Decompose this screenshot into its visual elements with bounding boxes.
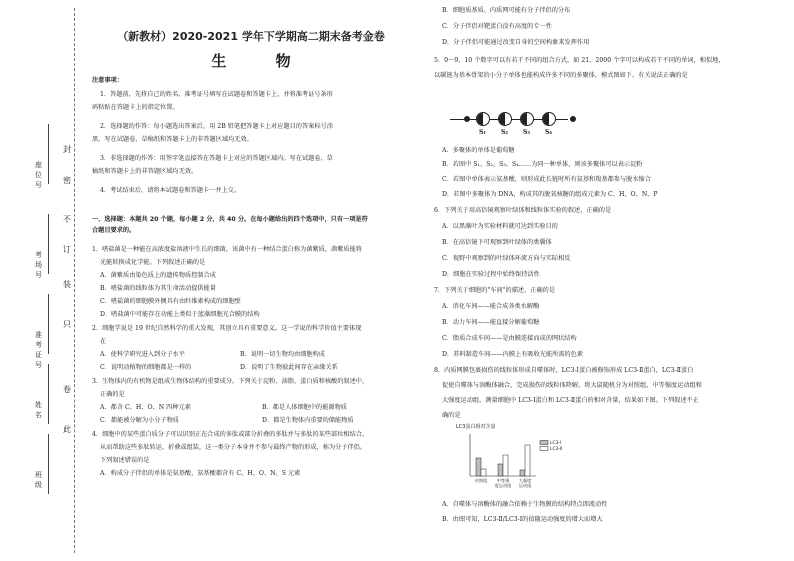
seal-char: 封 xyxy=(63,145,71,154)
seal-char: 订 xyxy=(63,245,71,254)
notice-item: 码粘贴在答题卡上的指定位置。 xyxy=(92,104,179,111)
exam-title: （新教材）2020-2021 学年下学期高二期末备考金卷 xyxy=(117,30,385,43)
seal-char: 不 xyxy=(63,215,71,224)
margin-label: 考场号 xyxy=(35,251,42,279)
question-line: A．构成分子伴侣的单体是氨基酸，氨基酸都含有 C、H、O、N、S 元素 xyxy=(100,470,301,477)
question-line: D．细胞在实验过程中始终保持活性 xyxy=(442,271,540,278)
question-line: A．多聚体的单体是葡萄糖 xyxy=(442,147,515,154)
polymer-diagram xyxy=(450,104,650,142)
question-line: B．在高倍镜下可观察到叶绿体的类囊体 xyxy=(442,239,552,246)
question-line: B．若图中 S₁、S₂、S₃、S₄……为同一种单体，则该多聚体可以表示淀粉 xyxy=(442,161,643,168)
question-line: A．菌紫质由染色质上的遗传物质控制合成 xyxy=(100,272,216,279)
bar-lc3-ii xyxy=(503,455,508,476)
legend-swatch xyxy=(540,447,548,451)
legend-label: LC3-Ⅱ xyxy=(550,447,563,452)
option-line: B．由图可知，LC3-Ⅱ/LC3-Ⅰ的值随运动强度的增大而增大 xyxy=(442,516,603,523)
question-line: D．都是生物体内重要的储能物质 xyxy=(262,417,354,424)
monomer-circle xyxy=(498,112,512,126)
notice-item: 2．选择题的作答：每小题选出答案后，用 2B 铅笔把答题卡上对应题目的答案标号涂 xyxy=(100,123,333,130)
monomer-label: S₄ xyxy=(545,129,552,136)
question-line: A．消化车间——能合成各类水解酶 xyxy=(442,303,540,310)
chain-end-dot xyxy=(464,116,470,122)
chain-end-dot xyxy=(570,116,576,122)
monomer-label: S₁ xyxy=(479,129,486,136)
question-line: A．以黑藻叶为实验材料就可达到实验目的 xyxy=(442,223,558,230)
margin-label: 座位号 xyxy=(35,161,42,189)
question-line: 下列叙述错误的是 xyxy=(100,457,150,464)
x-tick-label: 中等强 xyxy=(496,478,510,483)
question-line: A．都含 C、H、O、N 四种元素 xyxy=(100,404,191,411)
question-line: C．说明动植物的细胞都是一样的 xyxy=(100,364,192,371)
monomer-circle xyxy=(476,112,490,126)
question-line: B．嗜盐菌的线粒体为其生命活动提供能量 xyxy=(100,285,216,292)
seal-char: 此 xyxy=(63,425,71,434)
question-line: C．脂质合成车间——是由膜连接而成的网状结构 xyxy=(442,335,577,342)
question-line: B．细胞质基质、内质网可能有分子伴侣的分布 xyxy=(442,7,571,14)
fill-in-line xyxy=(48,434,49,494)
question-line: 6．下列关于用高倍镜观察叶绿体和线粒体实验的叙述，正确的是 xyxy=(434,207,612,214)
question-line: C．视野中观察到的叶绿体环流方向与实际相反 xyxy=(442,255,571,262)
question-line: 大强度运动组，测量细胞中 LC3-Ⅰ蛋白和 LC3-Ⅱ蛋白的相对含量，结果如下图。下列叙述不正 xyxy=(442,397,699,404)
margin-label: 姓名 xyxy=(35,401,42,419)
question-line: 在 xyxy=(100,338,107,345)
notice-item: 3．非选择题的作答：用签字笔直接答在答题卡上对应的答题区域内。写在试题卷、草 xyxy=(100,155,333,162)
question-line: C．若图中单体表示氨基酸，则形成此长链时所有氨基和羧基都参与脱水缩合 xyxy=(442,176,651,183)
notice-item: 4．考试结束后，请将本试题卷和答题卡一并上交。 xyxy=(100,187,241,194)
question-line: 4．细胞中的某些蛋白质分子可以识别正在合成的多肽或部分折叠的多肽并与多肽的某些部位相结合， xyxy=(92,431,369,438)
question-line: 正确的是 xyxy=(100,391,125,398)
question-line: A．使科学研究进入到分子水平 xyxy=(100,351,185,358)
chart-title: LC3蛋白相对含量 xyxy=(456,424,496,430)
bar-lc3-i xyxy=(520,470,525,476)
legend-label: LC3-Ⅰ xyxy=(550,441,562,446)
bar-lc3-ii xyxy=(481,469,486,476)
seal-char: 装 xyxy=(63,280,71,289)
question-line: D．嗜盐菌中可能存在功能上类似于蓝藻细胞光合膜的结构 xyxy=(100,311,260,318)
x-tick-label: 大强度 xyxy=(518,478,532,483)
question-line: C．分子伴侣对靶蛋白没有高度的专一性 xyxy=(442,23,552,30)
monomer-circle xyxy=(520,112,534,126)
question-line: D．养料制造车间——内膜上有吸收光能所需的色素 xyxy=(442,351,584,358)
notice-heading: 注意事项： xyxy=(92,77,123,84)
question-line: 5．0～9，10 个数字可以有若干不同的组合方式，如 21、2000 个字可以构成若干不同的单词，相似地， xyxy=(434,57,725,64)
seal-dashed-line xyxy=(74,8,75,553)
fill-in-line xyxy=(48,214,49,274)
bar-lc3-i xyxy=(498,464,503,476)
fill-in-line xyxy=(48,364,49,424)
notice-item: 稿纸和答题卡上的非答题区域均无效。 xyxy=(92,168,198,175)
seal-char: 密 xyxy=(63,176,71,185)
question-line: C．都能被分解为小分子物质 xyxy=(100,417,179,424)
seal-char: 卷 xyxy=(63,385,71,394)
question-line: D．若图中多聚体为 DNA，构成其的脱氧核糖的组成元素为 C、H、O、N、P xyxy=(442,191,658,198)
fill-in-line xyxy=(48,124,49,184)
x-tick-label: 运动组 xyxy=(518,483,532,488)
section-one-heading-cont: 合题目要求的。 xyxy=(92,227,136,234)
question-line: B．都是人体细胞中的能源物质 xyxy=(262,404,347,411)
legend-swatch xyxy=(540,441,548,445)
monomer-label: S₂ xyxy=(501,129,508,136)
question-line: 以碳链为基本骨架的小分子单体也能构成许多不同的多聚体，模式图如下。有关说法正确的是 xyxy=(434,72,688,79)
notice-item: 黑，写在试题卷、草稿纸和答题卡上的非答题区域均无效。 xyxy=(92,136,253,143)
fill-in-line xyxy=(48,294,49,354)
question-line: 2．细胞学说是 19 世纪自然科学的重大发现，其创立具有重要意义。这一学说的科学价值主要体现 xyxy=(92,325,362,332)
monomer-circle xyxy=(542,112,556,126)
question-line: B．动力车间——能直接分解葡萄糖 xyxy=(442,319,540,326)
binding-margin xyxy=(0,0,84,561)
question-line: 3．生物体内的有机物是组成生物体结构的重要成分。下列关于淀粉、油脂、蛋白质和核酸的叙述中， xyxy=(92,378,369,385)
question-line: 8．内质网膜包裹损伤的线粒体形成自噬体时，LC3-Ⅰ蛋白被修饰形成 LC3-Ⅱ蛋白，LC3-Ⅱ蛋白 xyxy=(434,367,694,374)
question-line: 光能转换成化学能。下列叙述正确的是 xyxy=(100,259,206,266)
seal-char: 只 xyxy=(63,320,71,329)
question-line: B．说明一切生物均由细胞构成 xyxy=(240,351,325,358)
question-line: 7．下列关于细胞的"车间"的描述，正确的是 xyxy=(434,287,556,294)
x-tick-label: 度运动组 xyxy=(494,483,512,488)
monomer-label: S₃ xyxy=(523,129,530,136)
subject-title: 生 物 xyxy=(211,52,313,70)
option-line: A．自噬体与溶酶体的融合依赖于生物膜的结构特点即流动性 xyxy=(442,501,608,508)
section-one-heading: 一、选择题：本题共 20 个题，每小题 2 分，共 40 分。在每小题给出的四个选项中，只有一项是符 xyxy=(92,216,368,223)
bar-lc3-i xyxy=(476,458,481,476)
x-tick-label: 对照组 xyxy=(474,478,488,483)
question-line: C．嗜盐菌的细胞膜外侧具有由纤维素构成的细胞壁 xyxy=(100,298,241,305)
bar-lc3-ii xyxy=(525,445,530,476)
notice-item: 1．答题前，先将自己的姓名、准考证号填写在试题卷和答题卡上，并将准考证号条形 xyxy=(100,91,333,98)
question-line: 从而帮助这些多肽转运、折叠或组装，这一类分子本身并不参与最终产物的形成，称为分子伴侣。 xyxy=(100,444,367,451)
question-line: D．分子伴侣可能通过改变自身的空间构象来发挥作用 xyxy=(442,39,590,46)
question-line: D．说明了生物彼此间存在亲缘关系 xyxy=(240,364,338,371)
question-line: 确的是 xyxy=(442,412,461,419)
margin-label: 班级 xyxy=(35,471,42,489)
margin-label: 准考证号 xyxy=(35,331,42,369)
question-line: 1．嗜盐菌是一种能在高浓度盐溶液中生长的细菌，该菌中有一种结合蛋白称为菌紫质，菌紫质能将 xyxy=(92,246,362,253)
question-line: 促使自噬体与溶酶体融合，完成损伤的线粒体降解。将大鼠随机分为对照组、中等强度运动组和 xyxy=(442,382,702,389)
lc3-bar-chart xyxy=(456,422,586,494)
